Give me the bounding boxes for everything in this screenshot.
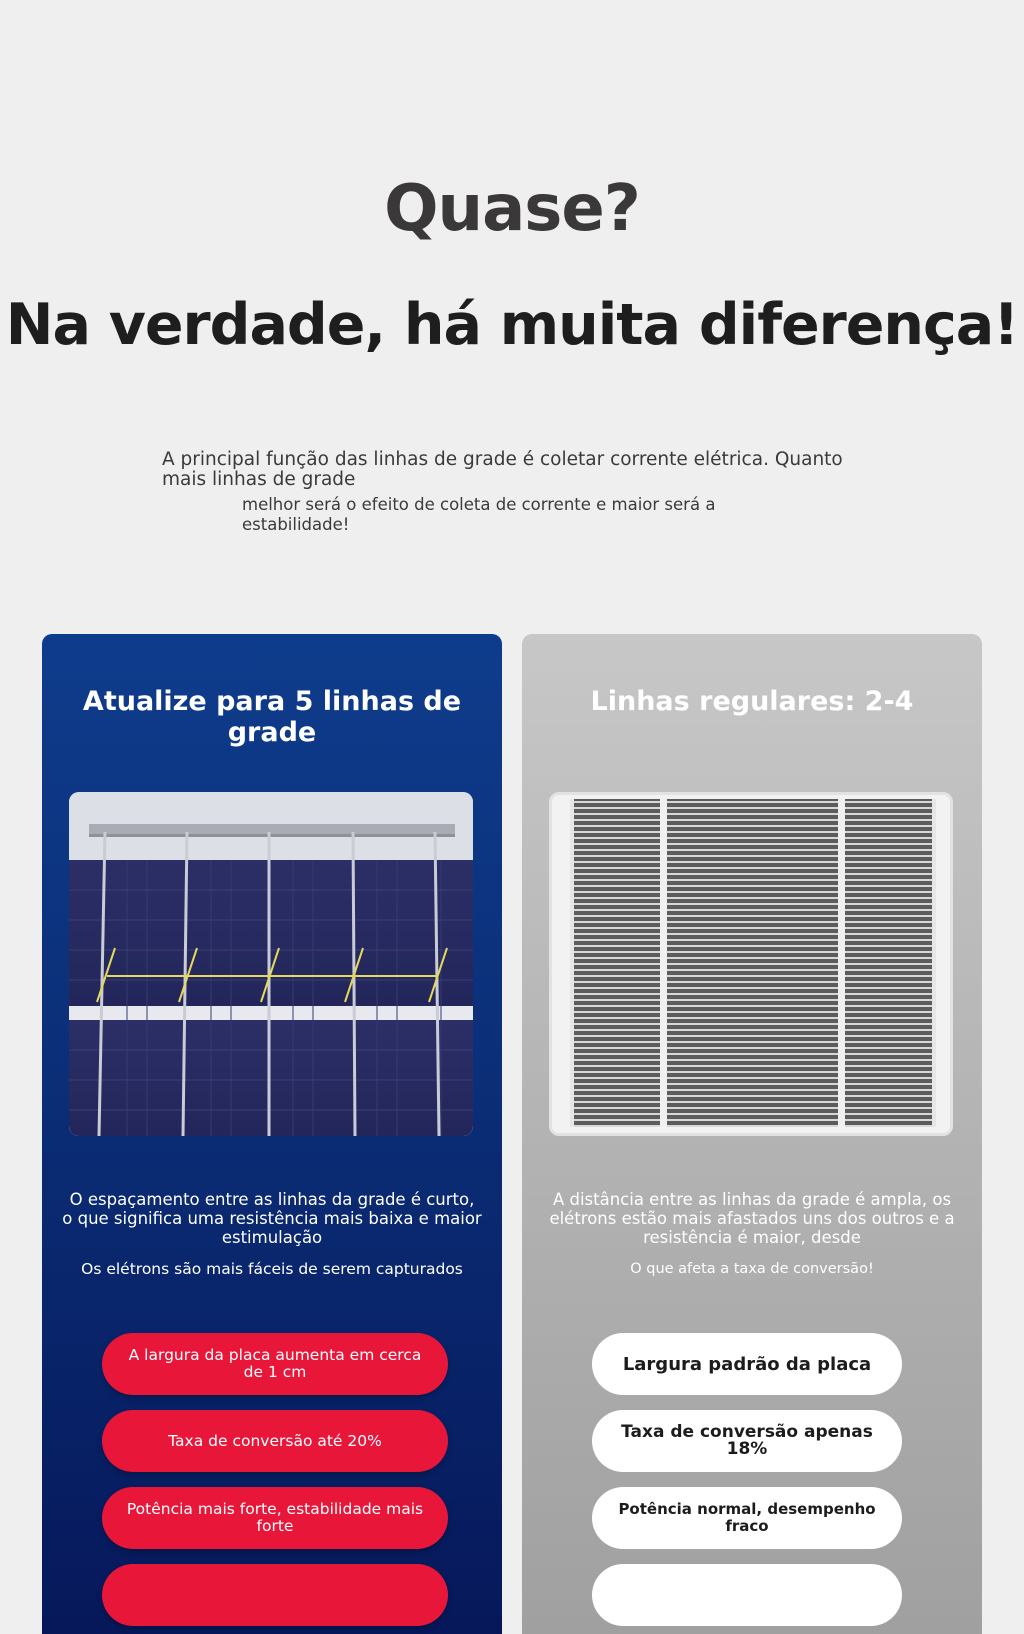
solar-cell-illustration — [69, 792, 473, 1136]
upgrade-pill-extra — [102, 1564, 448, 1626]
regular-pill-extra — [592, 1564, 902, 1626]
upgrade-description: O espaçamento entre as linhas da grade é curto, o que significa uma resistência mais baixa e maior estimulação — [62, 1190, 482, 1247]
upgrade-pill-power: Potência mais forte, estabilidade mais forte — [102, 1487, 448, 1549]
upgrade-panel — [42, 634, 502, 1634]
regular-description: A distância entre as linhas da grade é ampla, os elétrons estão mais afastados uns dos outros e a resistência é maior, desde — [549, 1190, 955, 1247]
regular-pill-power: Potência normal, desempenho fraco — [592, 1487, 902, 1549]
regular-panel — [522, 634, 982, 1634]
upgrade-panel-title: Atualize para 5 linhas de grade — [82, 686, 462, 748]
intro-text-1: A principal função das linhas de grade é coletar corrente elétrica. Quanto mais linhas de grade — [162, 449, 843, 490]
five-busbar-cell-image — [69, 792, 473, 1136]
upgrade-pill-conversion: Taxa de conversão até 20% — [102, 1410, 448, 1472]
upgrade-pill-width: A largura da placa aumenta em cerca de 1 cm — [102, 1333, 448, 1395]
page-title: Quase? — [384, 172, 640, 246]
regular-pill-conversion: Taxa de conversão apenas 18% — [592, 1410, 902, 1472]
intro-text-2: melhor será o efeito de coleta de corrente e maior será a estabilidade! — [242, 495, 716, 534]
regular-pill-width: Largura padrão da placa — [592, 1333, 902, 1395]
regular-solar-cell-illustration — [552, 795, 950, 1133]
upgrade-subdescription: Os elétrons são mais fáceis de serem capturados — [81, 1260, 463, 1278]
regular-subdescription: O que afeta a taxa de conversão! — [630, 1261, 874, 1277]
regular-panel-title: Linhas regulares: 2-4 — [590, 686, 914, 717]
regular-cell-image — [549, 792, 953, 1136]
page-subtitle: Na verdade, há muita diferença! — [5, 292, 1019, 358]
